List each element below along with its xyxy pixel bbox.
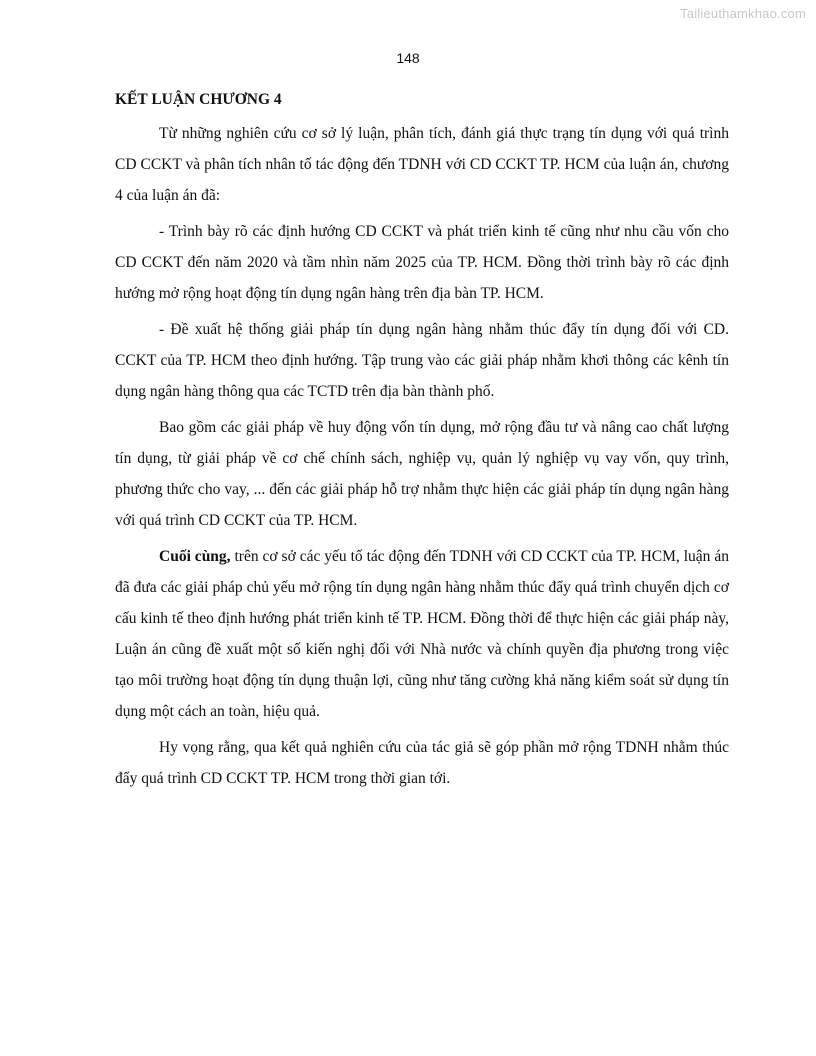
paragraph-solutions: Bao gồm các giải pháp về huy động vốn tín dụng, mở rộng đầu tư và nâng cao chất lượng tín dụng, từ giải pháp về cơ chế chính sách, nghiệp vụ, quản lý nghiệp vụ vay vốn, quy trình, phương thức cho vay, ... đến các giải pháp hỗ trợ nhằm thực hiện các giải pháp tín dụng ngân hàng với quá trình CD CCKT của TP. HCM.	[115, 419, 729, 529]
chapter-title: KẾT LUẬN CHƯƠNG 4	[115, 91, 282, 108]
finally-lead: Cuối cùng,	[159, 548, 231, 565]
document-body	[115, 90, 729, 799]
paragraph-intro: Từ những nghiên cứu cơ sở lý luận, phân tích, đánh giá thực trạng tín dụng với quá trình CD CCKT và phân tích nhân tố tác động đến TDNH với CD CCKT TP. HCM của luận án, chương 4 của luận án đã:	[115, 125, 729, 204]
watermark: Tailieuthamkhao.com	[680, 6, 806, 21]
finally-text: trên cơ sở các yếu tố tác động đến TDNH với CD CCKT của TP. HCM, luận án đã đưa các giải pháp chủ yếu mở rộng tín dụng ngân hàng nhằm thúc đẩy quá trình chuyển dịch cơ cấu kinh tế theo định hướng phát triển kinh tế TP. HCM. Đồng thời để thực hiện các giải pháp này, Luận án cũng đề xuất một số kiến nghị đối với Nhà nước và chính quyền địa phương trong việc tạo môi trường hoạt động tín dụng thuận lợi, cũng như tăng cường khả năng kiểm soát sử dụng tín dụng một cách an toàn, hiệu quả.	[115, 548, 729, 720]
paragraph-orientation: - Trình bày rõ các định hướng CD CCKT và phát triển kinh tế cũng như nhu cầu vốn cho CD CCKT đến năm 2020 và tầm nhìn năm 2025 của TP. HCM. Đồng thời trình bày rõ các định hướng mở rộng hoạt động tín dụng ngân hàng trên địa bàn TP. HCM.	[115, 223, 729, 302]
paragraph-finally	[115, 541, 729, 727]
page-number: 148	[396, 50, 420, 66]
paragraph-proposal: - Đề xuất hệ thống giải pháp tín dụng ngân hàng nhằm thúc đẩy tín dụng đối với CD. CCKT của TP. HCM theo định hướng. Tập trung vào các giải pháp nhằm khơi thông các kênh tín dụng ngân hàng thông qua các TCTD trên địa bàn thành phố.	[115, 321, 729, 400]
paragraph-hope: Hy vọng rằng, qua kết quả nghiên cứu của tác giả sẽ góp phần mở rộng TDNH nhằm thúc đẩy quá trình CD CCKT TP. HCM trong thời gian tới.	[115, 739, 729, 787]
